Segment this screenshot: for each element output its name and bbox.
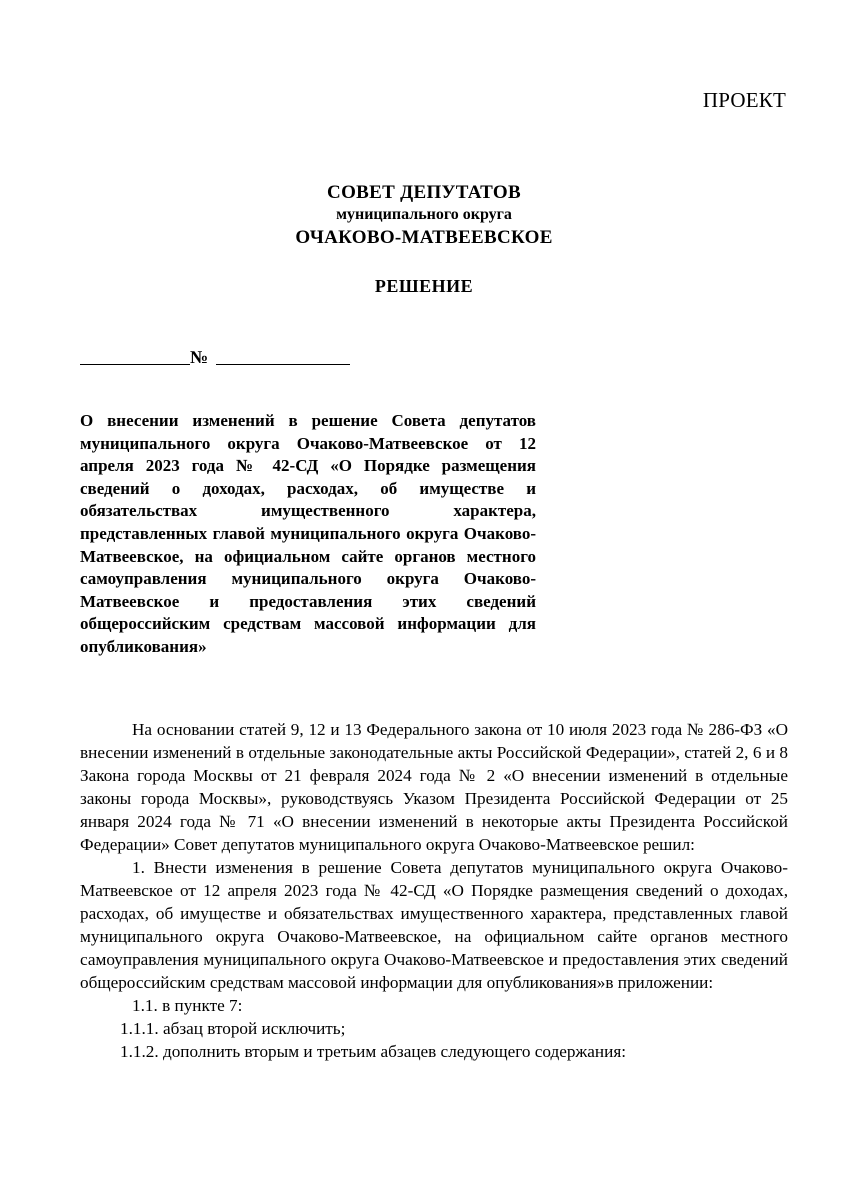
document-header (0, 182, 848, 250)
municipality-type: муниципального округа (336, 206, 512, 223)
item-1-1: 1.1. в пункте 7: (132, 996, 243, 1015)
council-title: СОВЕТ ДЕПУТАТОВ (327, 182, 521, 203)
draft-stamp: ПРОЕКТ (702, 88, 786, 112)
decision-subject: О внесении изменений в решение Совета депутатов муниципального округа Очаково-Матвеевское от 12 апреля 2023 года № 42-СД «О Порядке размещения сведений о доходах, расходах, об имуществе и обязательствах имущественного характера, представленных главой муниципального округа Очаково-Матвеевское, на официальном сайте органов местного самоуправления муниципального округа Очаково-Матвеевское и предоставления этих сведений общероссийским средствам массовой информации для опубликования» (80, 411, 536, 656)
decision-title: РЕШЕНИЕ (374, 276, 474, 296)
item-1-1-1: 1.1.1. абзац второй исключить; (120, 1019, 346, 1038)
item-1-paragraph: 1. Внести изменения в решение Совета депутатов муниципального округа Очаково-Матвеевское от 12 апреля 2023 года № 42-СД «О Порядке размещения сведений о доходах, расходах, об имуществе и обязательствах имущественного характера, представленных главой муниципального округа Очаково-Матвеевское, на официальном сайте органов местного самоуправления муниципального округа Очаково-Матвеевское и предоставления этих сведений общероссийским средствам массовой информации для опубликования»в приложении: (80, 858, 788, 992)
number-blank-line (216, 364, 350, 365)
date-blank-line (80, 364, 190, 365)
number-sign: № (190, 347, 209, 367)
document-body (80, 718, 788, 1063)
decision-number-line (80, 344, 360, 368)
item-1-1-2: 1.1.2. дополнить вторым и третьим абзацев следующего содержания: (120, 1042, 626, 1061)
municipality-name: ОЧАКОВО-МАТВЕЕВСКОЕ (295, 227, 553, 248)
preamble-paragraph: На основании статей 9, 12 и 13 Федерального закона от 10 июля 2023 года № 286-ФЗ «О внесении изменений в отдельные законодательные акты Российской Федерации», статей 2, 6 и 8 Закона города Москвы от 21 февраля 2024 года № 2 «О внесении изменений в отдельные законы города Москвы», руководствуясь Указом Президента Российской Федерации от 25 января 2024 года № 71 «О внесении изменений в некоторые акты Президента Российской Федерации» Совет депутатов муниципального округа Очаково-Матвеевское решил: (80, 720, 788, 854)
